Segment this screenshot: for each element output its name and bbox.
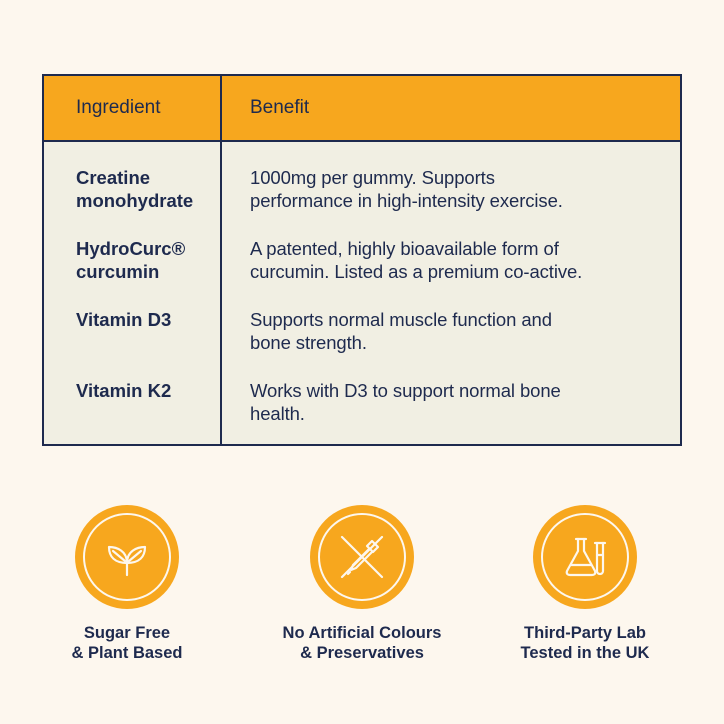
header-benefit: Benefit [250,97,310,118]
badge-circle [75,505,179,609]
ingredient-cell: Vitamin K2 [76,380,172,401]
table-header [44,76,680,142]
benefit-cell: A patented, highly bioavailable form of curcumin. Listed as a premium co-active. [250,238,583,282]
badge-no-artificial [252,505,472,663]
ingredient-column [44,142,222,444]
no-dropper-icon [332,527,392,587]
badge-lab-tested [475,505,695,663]
benefit-cell: 1000mg per gummy. Supports performance in high-intensity exercise. [250,167,563,211]
badge-label: Sugar Free & Plant Based [71,624,183,662]
ingredient-cell: Vitamin D3 [76,309,172,330]
table-body [44,142,680,444]
benefit-column [222,142,680,444]
benefit-cell: Works with D3 to support normal bone health. [250,380,561,424]
ingredients-table [42,74,682,446]
badge-circle [310,505,414,609]
badge-label: Third-Party Lab Tested in the UK [520,624,650,662]
badge-sugar-free [17,505,237,663]
ingredient-cell: HydroCurc® curcumin [76,238,186,282]
badge-label: No Artificial Colours & Preservatives [282,624,442,662]
feature-badges [0,505,724,705]
leaf-icon [101,531,153,583]
benefit-cell: Supports normal muscle function and bone strength. [250,309,552,353]
badge-circle [533,505,637,609]
header-ingredient: Ingredient [44,76,222,140]
lab-flask-icon [557,529,613,585]
ingredient-cell: Creatine monohydrate [76,167,194,211]
